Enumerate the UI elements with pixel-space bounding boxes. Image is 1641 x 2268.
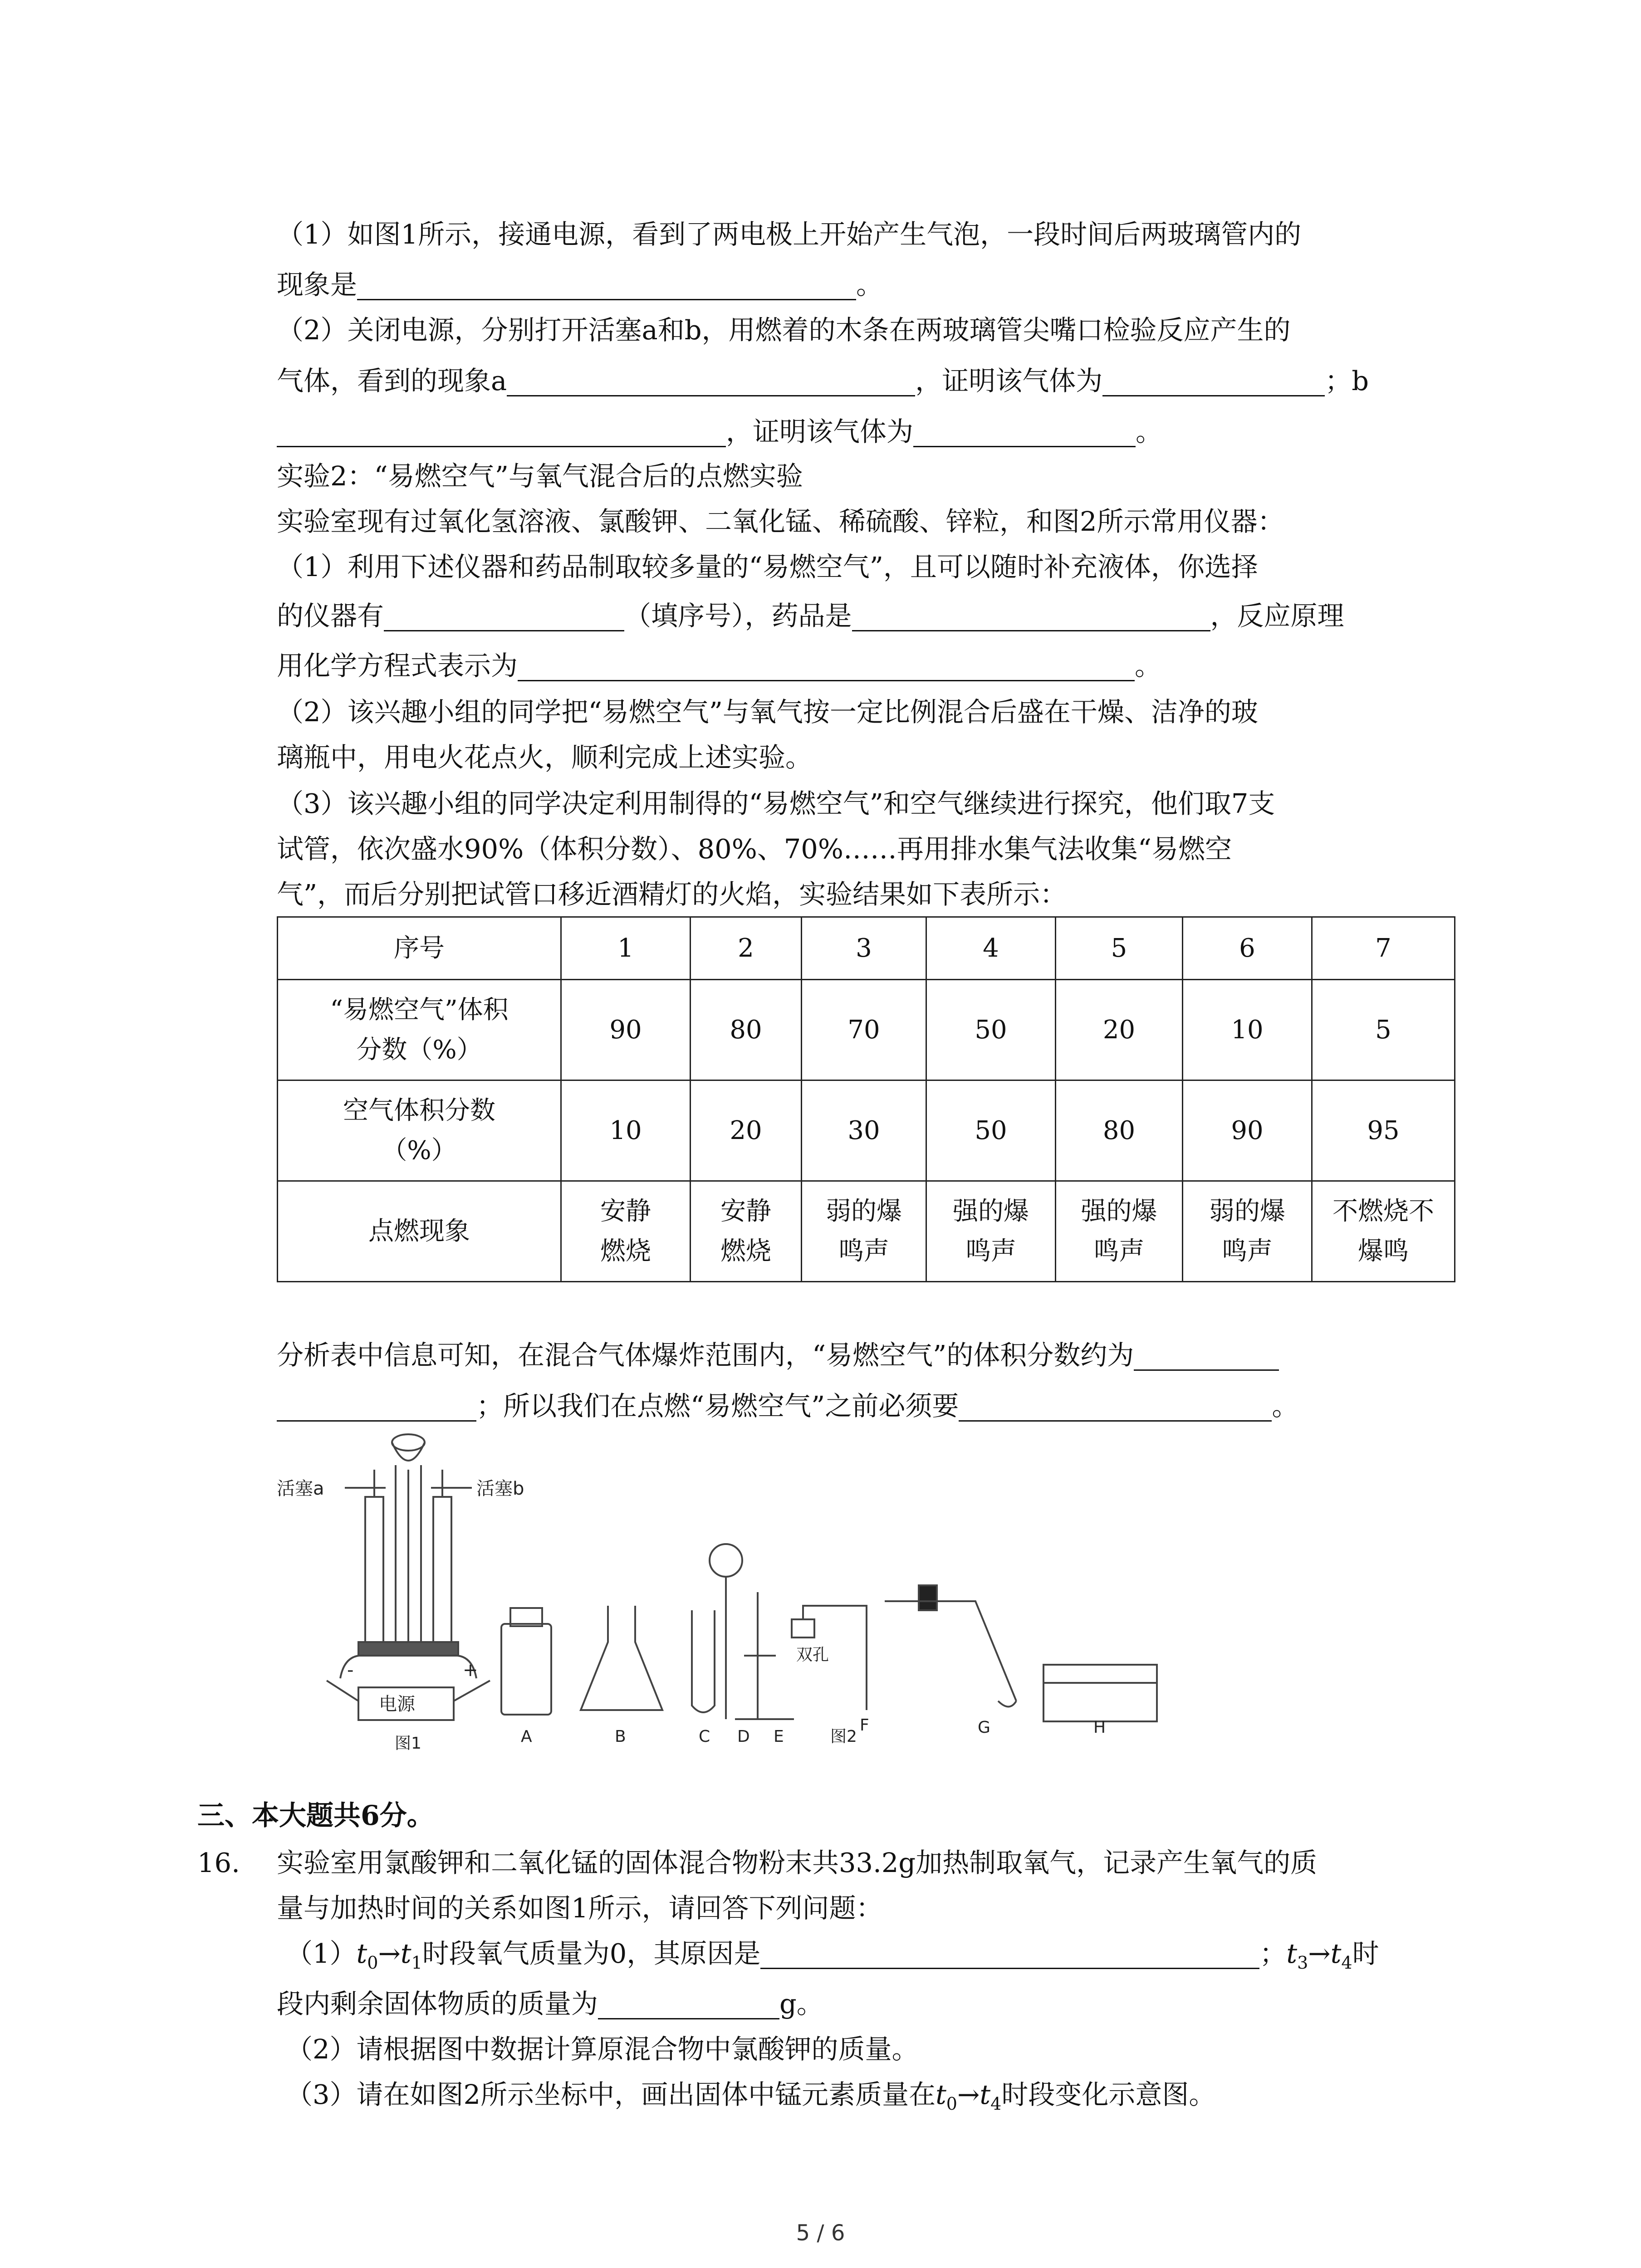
table-row-label: “易燃空气”体积 分数（%）: [278, 980, 561, 1080]
table-row: [278, 1181, 1455, 1282]
table-row-label: 点燃现象: [278, 1181, 561, 1282]
analysis-line1: 分析表中信息可知，在混合气体爆炸范围内，“易燃空气”的体积分数约为: [277, 1337, 1279, 1374]
table-cell: 6: [1183, 917, 1312, 980]
answer-blank[interactable]: [1102, 368, 1325, 396]
table-row: [278, 917, 1455, 980]
minus-sign: -: [347, 1660, 354, 1681]
table-cell: 强的爆 鸣声: [926, 1181, 1056, 1282]
answer-blank[interactable]: [598, 1991, 779, 2019]
double-hole-label: 双孔: [796, 1646, 829, 1664]
label-d: D: [737, 1727, 750, 1746]
label-e: E: [774, 1727, 784, 1746]
table-cell: 5: [1312, 980, 1455, 1080]
table-cell: 1: [561, 917, 691, 980]
q16-line2: 量与加热时间的关系如图1所示，请回答下列问题：: [277, 1892, 883, 1924]
table-row: [278, 1080, 1455, 1181]
exp2-q1-line2: 的仪器有 （填序号），药品是 ，反应原理: [277, 600, 1344, 631]
answer-blank[interactable]: [277, 1393, 476, 1422]
table-row: [278, 980, 1455, 1080]
table-header-label: 序号: [278, 917, 561, 980]
exp2-q2-line2: 璃瓶中，用电火花点火，顺利完成上述实验。: [277, 742, 813, 773]
table-cell: 10: [1183, 980, 1312, 1080]
apparatus-figure: [272, 1429, 1180, 1755]
table-cell: 3: [802, 917, 926, 980]
exp1-q2-line3: ，证明该气体为 。: [277, 414, 1162, 450]
table-cell: 50: [926, 1080, 1056, 1181]
table-cell: 安静 燃烧: [561, 1181, 691, 1282]
answer-blank[interactable]: [518, 653, 1135, 681]
table-cell: 50: [926, 980, 1056, 1080]
answer-blank[interactable]: [1134, 1342, 1279, 1371]
exp2-q1-line3: 用化学方程式表示为 。: [277, 650, 1162, 681]
table-cell: 70: [802, 980, 926, 1080]
page-number: 5 / 6: [796, 2220, 845, 2246]
table-cell: 2: [691, 917, 802, 980]
power-label: 电源: [379, 1694, 415, 1715]
table-cell: 20: [691, 1080, 802, 1181]
exp2-title: 实验2：“易燃空气”与氧气混合后的点燃实验: [277, 460, 803, 492]
exp2-q3-line3: 气”，而后分别把试管口移近酒精灯的火焰，实验结果如下表所示：: [277, 879, 1067, 910]
exp1-q2-line1: （2）关闭电源，分别打开活塞a和b，用燃着的木条在两玻璃管尖嘴口检验反应产生的: [277, 314, 1291, 346]
q16-line1: 实验室用氯酸钾和二氧化锰的固体混合物粉末共33.2g加热制取氧气，记录产生氧气的质: [277, 1847, 1318, 1878]
table-cell: 安静 燃烧: [691, 1181, 802, 1282]
label-f: F: [860, 1716, 869, 1735]
apparatus-c-test-tube: [692, 1610, 715, 1712]
label-c: C: [699, 1727, 710, 1746]
table-cell: 不燃烧不 爆鸣: [1312, 1181, 1455, 1282]
valve-a-label: 活塞a: [277, 1478, 324, 1499]
table-row-label: 空气体积分数 （%）: [278, 1080, 561, 1181]
figure2-caption: 图2: [830, 1727, 857, 1746]
valve-b-label: 活塞b: [476, 1478, 524, 1499]
table-cell: 90: [1183, 1080, 1312, 1181]
apparatus-a-bottle: [501, 1608, 551, 1715]
q16-part3: （3）请在如图2所示坐标中，画出固体中锰元素质量在$t_0\to t_4$时段变化示意图。: [286, 2079, 1216, 2114]
q16-part1-line2: 段内剩余固体物质的质量为 g。: [277, 1988, 823, 2019]
exp1-q2-line2: 气体，看到的现象a ，证明该气体为 ；b: [277, 365, 1369, 396]
answer-blank[interactable]: [507, 368, 915, 396]
label-g: G: [978, 1718, 990, 1737]
exp2-intro: 实验室现有过氧化氢溶液、氯酸钾、二氧化锰、稀硫酸、锌粒，和图2所示常用仪器：: [277, 506, 1284, 537]
apparatus-h-trough: [1043, 1665, 1157, 1721]
exp2-q1-line1: （1）利用下述仪器和药品制取较多量的“易燃空气”，且可以随时补充液体，你选择: [277, 551, 1258, 582]
answer-blank[interactable]: [357, 272, 856, 300]
table-cell: 80: [691, 980, 802, 1080]
table-cell: 20: [1056, 980, 1183, 1080]
apparatus-g-tube: [885, 1585, 1016, 1707]
table-cell: 弱的爆 鸣声: [802, 1181, 926, 1282]
answer-blank[interactable]: [959, 1393, 1272, 1422]
answer-blank[interactable]: [277, 419, 726, 447]
table-cell: 7: [1312, 917, 1455, 980]
exp2-q3-line1: （3）该兴趣小组的同学决定利用制得的“易燃空气”和空气继续进行探究，他们取7支: [277, 788, 1275, 819]
table-cell: 强的爆 鸣声: [1056, 1181, 1183, 1282]
answer-blank[interactable]: [913, 419, 1136, 447]
table-cell: 5: [1056, 917, 1183, 980]
section3-title: 三、本大题共6分。: [197, 1800, 434, 1832]
table-cell: 30: [802, 1080, 926, 1181]
table-cell: 弱的爆 鸣声: [1183, 1181, 1312, 1282]
exp2-q3-line2: 试管，依次盛水90%（体积分数）、80%、70%……再用排水集气法收集“易燃空: [277, 833, 1232, 865]
table-cell: 95: [1312, 1080, 1455, 1181]
table-cell: 4: [926, 917, 1056, 980]
exp1-q1-line2: 现象是 。: [277, 269, 883, 300]
plus-sign: +: [463, 1660, 478, 1681]
table-cell: 10: [561, 1080, 691, 1181]
table-cell: 90: [561, 980, 691, 1080]
exp2-q2-line1: （2）该兴趣小组的同学把“易燃空气”与氧气按一定比例混合后盛在干燥、洁净的玻: [277, 696, 1258, 728]
apparatus-b-flask: [581, 1606, 662, 1710]
label-h: H: [1093, 1718, 1106, 1737]
analysis-line2: ；所以我们在点燃“易燃空气”之前必须要 。: [277, 1388, 1298, 1424]
label-b: B: [615, 1727, 626, 1746]
answer-blank[interactable]: [384, 603, 624, 631]
exp1-q1-line1: （1）如图1所示，接通电源，看到了两电极上开始产生气泡，一段时间后两玻璃管内的: [277, 219, 1302, 250]
q16-part2: （2）请根据图中数据计算原混合物中氯酸钾的质量。: [286, 2033, 919, 2065]
answer-blank[interactable]: [760, 1941, 1259, 1969]
table-cell: 80: [1056, 1080, 1183, 1181]
q16-part1-line1: $(1)t_0\to t_1$时段氧气质量为0，其原因是 ；$t_3\to t_4$时: [286, 1938, 1379, 1973]
q16-number: 16.: [197, 1847, 240, 1878]
apparatus-e-stand: [735, 1592, 794, 1719]
answer-blank[interactable]: [852, 603, 1210, 631]
label-a: A: [521, 1727, 532, 1746]
results-table: [277, 916, 1455, 1282]
figure1-caption: 图1: [395, 1734, 421, 1753]
